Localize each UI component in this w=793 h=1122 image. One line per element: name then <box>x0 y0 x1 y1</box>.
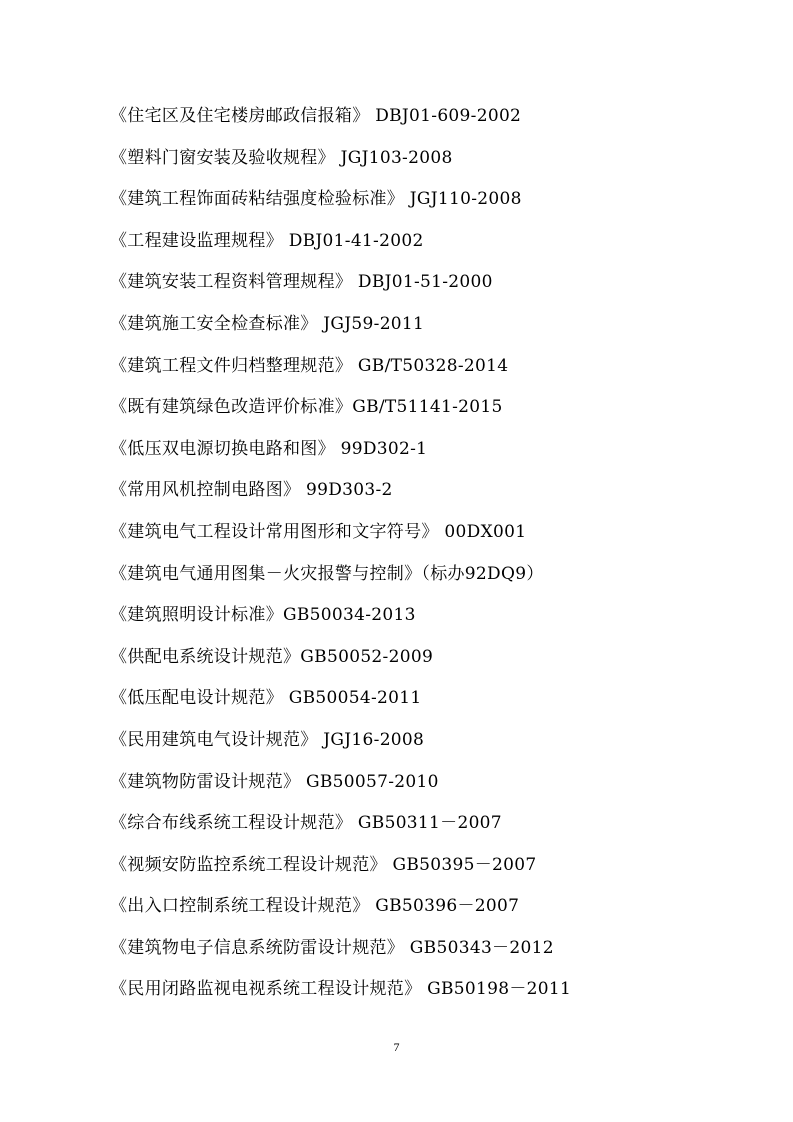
list-item: 《建筑电气通用图集－火灾报警与控制》（标办92DQ9） <box>110 563 544 584</box>
list-item: 《民用建筑电气设计规范》 JGJ16-2008 <box>110 729 425 750</box>
list-item: 《出入口控制系统工程设计规范》 GB50396－2007 <box>110 896 520 917</box>
list-item: 《综合布线系统工程设计规范》 GB50311－2007 <box>110 813 502 834</box>
list-item: 《建筑工程文件归档整理规范》 GB/T50328-2014 <box>110 355 509 376</box>
list-item: 《既有建筑绿色改造评价标准》GB/T51141-2015 <box>110 397 503 418</box>
list-item: 《建筑工程饰面砖粘结强度检验标准》 JGJ110-2008 <box>110 189 522 210</box>
list-item: 《低压配电设计规范》 GB50054-2011 <box>110 688 422 709</box>
list-item: 《塑料门窗安装及验收规程》 JGJ103-2008 <box>110 147 453 168</box>
list-item: 《建筑安装工程资料管理规程》 DBJ01-51-2000 <box>110 272 493 293</box>
list-item: 《工程建设监理规程》 DBJ01-41-2002 <box>110 230 424 251</box>
list-item: 《建筑物电子信息系统防雷设计规范》 GB50343－2012 <box>110 937 554 958</box>
list-item: 《建筑物防雷设计规范》 GB50057-2010 <box>110 771 439 792</box>
list-item: 《常用风机控制电路图》 99D303-2 <box>110 480 393 501</box>
standards-list <box>110 98 770 1013</box>
list-item: 《建筑电气工程设计常用图形和文字符号》 00DX001 <box>110 521 527 542</box>
list-item: 《建筑照明设计标准》GB50034-2013 <box>110 605 416 626</box>
list-item: 《低压双电源切换电路和图》 99D302-1 <box>110 438 428 459</box>
page-number: 7 <box>393 1040 400 1054</box>
list-item: 《建筑施工安全检查标准》 JGJ59-2011 <box>110 313 425 334</box>
list-item: 《住宅区及住宅楼房邮政信报箱》 DBJ01-609-2002 <box>110 106 522 126</box>
list-item: 《民用闭路监视电视系统工程设计规范》 GB50198－2011 <box>110 979 572 1000</box>
list-item: 《视频安防监控系统工程设计规范》 GB50395－2007 <box>110 854 537 875</box>
list-item: 《供配电系统设计规范》GB50052-2009 <box>110 646 434 667</box>
